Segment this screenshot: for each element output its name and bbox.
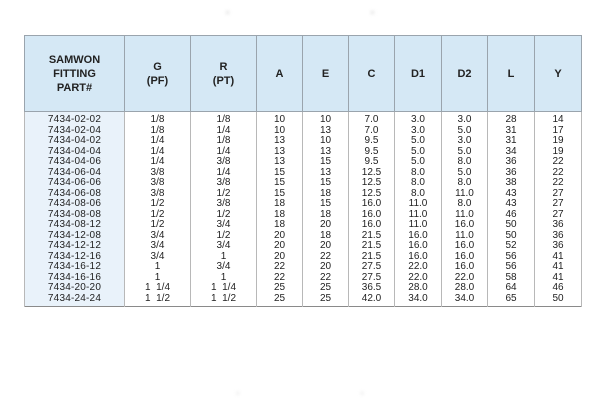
cell-dim-l: 58 xyxy=(488,273,535,284)
cell-dim-d2: 11.0 xyxy=(442,210,488,221)
cell-dim-d1: 11.0 xyxy=(395,220,442,231)
cell-part-number: 7434-16-12 xyxy=(25,262,125,273)
header-part-line-2: FITTING xyxy=(53,67,96,80)
cell-dim-d2: 8.0 xyxy=(442,178,488,189)
cell-dim-c: 9.5 xyxy=(349,136,395,147)
cell-part-number: 7434-08-08 xyxy=(25,210,125,221)
faded-glyph: • xyxy=(235,386,240,400)
cell-dim-y: 41 xyxy=(535,273,582,284)
cell-dim-y: 41 xyxy=(535,262,582,273)
cell-dim-y: 17 xyxy=(535,126,582,137)
faded-glyph: • xyxy=(370,4,375,20)
cell-dim-l: 31 xyxy=(488,136,535,147)
cell-dim-e: 20 xyxy=(303,220,349,231)
cell-dim-d1: 16.0 xyxy=(395,252,442,263)
cell-dim-d1: 34.0 xyxy=(395,294,442,307)
header-part-line-3: PART# xyxy=(56,81,93,94)
cell-dim-d1: 5.0 xyxy=(395,147,442,158)
cell-dim-d2: 5.0 xyxy=(442,147,488,158)
cell-dim-e: 15 xyxy=(303,199,349,210)
cell-dim-y: 22 xyxy=(535,157,582,168)
cell-g-size: 3/8 xyxy=(125,168,191,179)
header-a: A xyxy=(257,36,303,112)
cell-dim-e: 15 xyxy=(303,178,349,189)
cell-part-number: 7434-24-24 xyxy=(25,294,125,307)
cell-r-size: 1 xyxy=(191,273,257,284)
cell-part-number: 7434-06-08 xyxy=(25,189,125,200)
table-row xyxy=(25,220,582,231)
cell-dim-e: 22 xyxy=(303,252,349,263)
cell-dim-d2: 16.0 xyxy=(442,220,488,231)
cell-r-size: 3/4 xyxy=(191,262,257,273)
header-g xyxy=(125,36,191,112)
cell-dim-a: 10 xyxy=(257,112,303,126)
header-r-label: R xyxy=(219,60,228,73)
table-row xyxy=(25,231,582,242)
cell-dim-e: 25 xyxy=(303,294,349,307)
table-row xyxy=(25,147,582,158)
cell-dim-a: 18 xyxy=(257,199,303,210)
cell-dim-c: 12.5 xyxy=(349,189,395,200)
header-part xyxy=(25,36,125,112)
cell-dim-l: 38 xyxy=(488,178,535,189)
faded-glyph: • xyxy=(360,386,365,400)
cell-dim-y: 22 xyxy=(535,168,582,179)
cell-dim-d1: 22.0 xyxy=(395,273,442,284)
cell-dim-d1: 5.0 xyxy=(395,157,442,168)
cell-dim-c: 21.5 xyxy=(349,252,395,263)
cell-dim-a: 22 xyxy=(257,273,303,284)
cell-dim-d2: 28.0 xyxy=(442,283,488,294)
cell-r-size: 1/2 xyxy=(191,210,257,221)
cell-g-size: 1 1/2 xyxy=(125,294,191,307)
cell-dim-a: 22 xyxy=(257,262,303,273)
cell-r-size: 3/8 xyxy=(191,157,257,168)
cell-dim-l: 65 xyxy=(488,294,535,307)
cell-dim-e: 10 xyxy=(303,136,349,147)
cell-g-size: 3/8 xyxy=(125,189,191,200)
cell-r-size: 3/8 xyxy=(191,199,257,210)
cell-dim-d1: 11.0 xyxy=(395,210,442,221)
table-row xyxy=(25,199,582,210)
cell-dim-c: 16.0 xyxy=(349,210,395,221)
cell-dim-a: 15 xyxy=(257,189,303,200)
cell-g-size: 3/4 xyxy=(125,241,191,252)
cell-dim-a: 15 xyxy=(257,178,303,189)
cell-r-size: 1 1/4 xyxy=(191,283,257,294)
cell-r-size: 1/2 xyxy=(191,189,257,200)
faded-glyph: • xyxy=(225,4,230,20)
cell-dim-a: 18 xyxy=(257,220,303,231)
cell-part-number: 7434-04-04 xyxy=(25,147,125,158)
cell-g-size: 1/2 xyxy=(125,220,191,231)
cell-dim-c: 7.0 xyxy=(349,126,395,137)
table-row xyxy=(25,136,582,147)
cell-dim-a: 13 xyxy=(257,157,303,168)
cell-dim-e: 18 xyxy=(303,231,349,242)
cell-dim-c: 27.5 xyxy=(349,273,395,284)
header-c: C xyxy=(349,36,395,112)
table-row xyxy=(25,178,582,189)
header-d1: D1 xyxy=(395,36,442,112)
cell-dim-a: 20 xyxy=(257,241,303,252)
cell-dim-c: 9.5 xyxy=(349,147,395,158)
cell-dim-e: 22 xyxy=(303,273,349,284)
faded-bottom-text xyxy=(0,386,600,402)
cell-r-size: 1/4 xyxy=(191,147,257,158)
table-row xyxy=(25,112,582,126)
fitting-spec-table xyxy=(24,35,582,307)
header-r-unit: (PT) xyxy=(212,74,235,87)
cell-dim-y: 36 xyxy=(535,241,582,252)
cell-dim-d2: 3.0 xyxy=(442,136,488,147)
cell-dim-c: 16.0 xyxy=(349,199,395,210)
cell-g-size: 1/8 xyxy=(125,112,191,126)
cell-g-size: 1/4 xyxy=(125,147,191,158)
table-row xyxy=(25,283,582,294)
cell-part-number: 7434-12-08 xyxy=(25,231,125,242)
cell-dim-e: 18 xyxy=(303,210,349,221)
cell-g-size: 1 xyxy=(125,262,191,273)
cell-part-number: 7434-16-16 xyxy=(25,273,125,284)
header-e: E xyxy=(303,36,349,112)
cell-dim-d2: 8.0 xyxy=(442,157,488,168)
table-row xyxy=(25,262,582,273)
cell-dim-d2: 11.0 xyxy=(442,189,488,200)
cell-g-size: 1/4 xyxy=(125,157,191,168)
cell-dim-y: 14 xyxy=(535,112,582,126)
cell-r-size: 1/4 xyxy=(191,126,257,137)
cell-dim-e: 20 xyxy=(303,262,349,273)
cell-dim-d1: 16.0 xyxy=(395,241,442,252)
cell-g-size: 1/8 xyxy=(125,126,191,137)
header-d2: D2 xyxy=(442,36,488,112)
cell-dim-y: 36 xyxy=(535,231,582,242)
cell-dim-d1: 5.0 xyxy=(395,136,442,147)
cell-dim-c: 16.0 xyxy=(349,220,395,231)
cell-part-number: 7434-08-12 xyxy=(25,220,125,231)
table-body xyxy=(25,112,582,307)
cell-dim-e: 10 xyxy=(303,112,349,126)
cell-dim-y: 50 xyxy=(535,294,582,307)
cell-dim-e: 18 xyxy=(303,189,349,200)
cell-g-size: 3/8 xyxy=(125,178,191,189)
cell-dim-d2: 16.0 xyxy=(442,241,488,252)
cell-part-number: 7434-12-12 xyxy=(25,241,125,252)
cell-dim-d1: 3.0 xyxy=(395,112,442,126)
cell-dim-d2: 8.0 xyxy=(442,199,488,210)
cell-dim-d1: 28.0 xyxy=(395,283,442,294)
cell-dim-l: 50 xyxy=(488,220,535,231)
cell-dim-l: 56 xyxy=(488,262,535,273)
cell-dim-d1: 3.0 xyxy=(395,126,442,137)
cell-dim-l: 28 xyxy=(488,112,535,126)
cell-g-size: 1/4 xyxy=(125,136,191,147)
cell-r-size: 3/4 xyxy=(191,220,257,231)
cell-dim-a: 15 xyxy=(257,168,303,179)
cell-dim-a: 20 xyxy=(257,252,303,263)
table-row xyxy=(25,210,582,221)
cell-dim-d2: 16.0 xyxy=(442,262,488,273)
cell-dim-l: 56 xyxy=(488,252,535,263)
cell-dim-l: 36 xyxy=(488,168,535,179)
cell-dim-c: 7.0 xyxy=(349,112,395,126)
cell-r-size: 1 1/2 xyxy=(191,294,257,307)
cell-r-size: 1 xyxy=(191,252,257,263)
cell-dim-e: 13 xyxy=(303,168,349,179)
cell-dim-a: 25 xyxy=(257,283,303,294)
cell-part-number: 7434-04-06 xyxy=(25,157,125,168)
cell-dim-d2: 5.0 xyxy=(442,168,488,179)
cell-part-number: 7434-04-02 xyxy=(25,136,125,147)
cell-r-size: 3/4 xyxy=(191,241,257,252)
cell-g-size: 1/2 xyxy=(125,210,191,221)
cell-dim-e: 13 xyxy=(303,126,349,137)
cell-dim-e: 20 xyxy=(303,241,349,252)
cell-r-size: 1/2 xyxy=(191,231,257,242)
cell-dim-e: 13 xyxy=(303,147,349,158)
cell-dim-c: 12.5 xyxy=(349,168,395,179)
table-row xyxy=(25,189,582,200)
cell-part-number: 7434-08-06 xyxy=(25,199,125,210)
cell-dim-d2: 11.0 xyxy=(442,231,488,242)
cell-dim-a: 20 xyxy=(257,231,303,242)
cell-g-size: 3/4 xyxy=(125,231,191,242)
cell-dim-a: 13 xyxy=(257,136,303,147)
cell-dim-c: 21.5 xyxy=(349,231,395,242)
cell-dim-d1: 8.0 xyxy=(395,168,442,179)
header-y: Y xyxy=(535,36,582,112)
table-row xyxy=(25,168,582,179)
cell-dim-d2: 22.0 xyxy=(442,273,488,284)
cell-dim-c: 21.5 xyxy=(349,241,395,252)
cell-g-size: 1 1/4 xyxy=(125,283,191,294)
cell-dim-y: 46 xyxy=(535,283,582,294)
cell-dim-d1: 8.0 xyxy=(395,178,442,189)
cell-dim-y: 41 xyxy=(535,252,582,263)
header-l: L xyxy=(488,36,535,112)
cell-dim-c: 27.5 xyxy=(349,262,395,273)
table-row xyxy=(25,241,582,252)
cell-dim-a: 10 xyxy=(257,126,303,137)
cell-dim-c: 9.5 xyxy=(349,157,395,168)
table-row xyxy=(25,273,582,284)
cell-dim-y: 27 xyxy=(535,189,582,200)
cell-dim-a: 13 xyxy=(257,147,303,158)
cell-dim-c: 36.5 xyxy=(349,283,395,294)
cell-dim-y: 22 xyxy=(535,178,582,189)
cell-dim-y: 27 xyxy=(535,210,582,221)
cell-r-size: 1/8 xyxy=(191,136,257,147)
cell-r-size: 3/8 xyxy=(191,178,257,189)
cell-dim-d1: 22.0 xyxy=(395,262,442,273)
cell-dim-y: 27 xyxy=(535,199,582,210)
header-r xyxy=(191,36,257,112)
cell-g-size: 1 xyxy=(125,273,191,284)
cell-g-size: 3/4 xyxy=(125,252,191,263)
cell-dim-c: 12.5 xyxy=(349,178,395,189)
cell-r-size: 1/4 xyxy=(191,168,257,179)
cell-dim-e: 25 xyxy=(303,283,349,294)
cell-part-number: 7434-02-04 xyxy=(25,126,125,137)
cell-dim-d1: 8.0 xyxy=(395,189,442,200)
header-part-line-1: SAMWON xyxy=(48,53,101,66)
cell-dim-l: 43 xyxy=(488,189,535,200)
cell-part-number: 7434-12-16 xyxy=(25,252,125,263)
cell-g-size: 1/2 xyxy=(125,199,191,210)
cell-part-number: 7434-20-20 xyxy=(25,283,125,294)
cell-dim-l: 46 xyxy=(488,210,535,221)
cell-part-number: 7434-02-02 xyxy=(25,112,125,126)
cell-dim-y: 19 xyxy=(535,136,582,147)
cell-part-number: 7434-06-06 xyxy=(25,178,125,189)
cell-dim-a: 25 xyxy=(257,294,303,307)
table-row xyxy=(25,252,582,263)
cell-dim-d1: 11.0 xyxy=(395,199,442,210)
cell-dim-c: 42.0 xyxy=(349,294,395,307)
cell-dim-d2: 5.0 xyxy=(442,126,488,137)
cell-dim-d2: 3.0 xyxy=(442,112,488,126)
table-row xyxy=(25,294,582,307)
cell-dim-l: 64 xyxy=(488,283,535,294)
cell-dim-e: 15 xyxy=(303,157,349,168)
header-row xyxy=(25,36,582,112)
cell-dim-y: 19 xyxy=(535,147,582,158)
cell-dim-d2: 16.0 xyxy=(442,252,488,263)
cell-dim-a: 18 xyxy=(257,210,303,221)
cell-dim-l: 36 xyxy=(488,157,535,168)
cell-r-size: 1/8 xyxy=(191,112,257,126)
cell-dim-d1: 16.0 xyxy=(395,231,442,242)
table-row xyxy=(25,126,582,137)
table-row xyxy=(25,157,582,168)
cell-dim-l: 52 xyxy=(488,241,535,252)
cell-dim-l: 31 xyxy=(488,126,535,137)
cell-dim-l: 43 xyxy=(488,199,535,210)
header-g-unit: (PF) xyxy=(146,74,169,87)
cell-dim-y: 36 xyxy=(535,220,582,231)
header-g-label: G xyxy=(153,60,162,73)
cell-part-number: 7434-06-04 xyxy=(25,168,125,179)
cell-dim-l: 50 xyxy=(488,231,535,242)
cell-dim-l: 34 xyxy=(488,147,535,158)
cell-dim-d2: 34.0 xyxy=(442,294,488,307)
faded-top-text xyxy=(0,4,600,26)
